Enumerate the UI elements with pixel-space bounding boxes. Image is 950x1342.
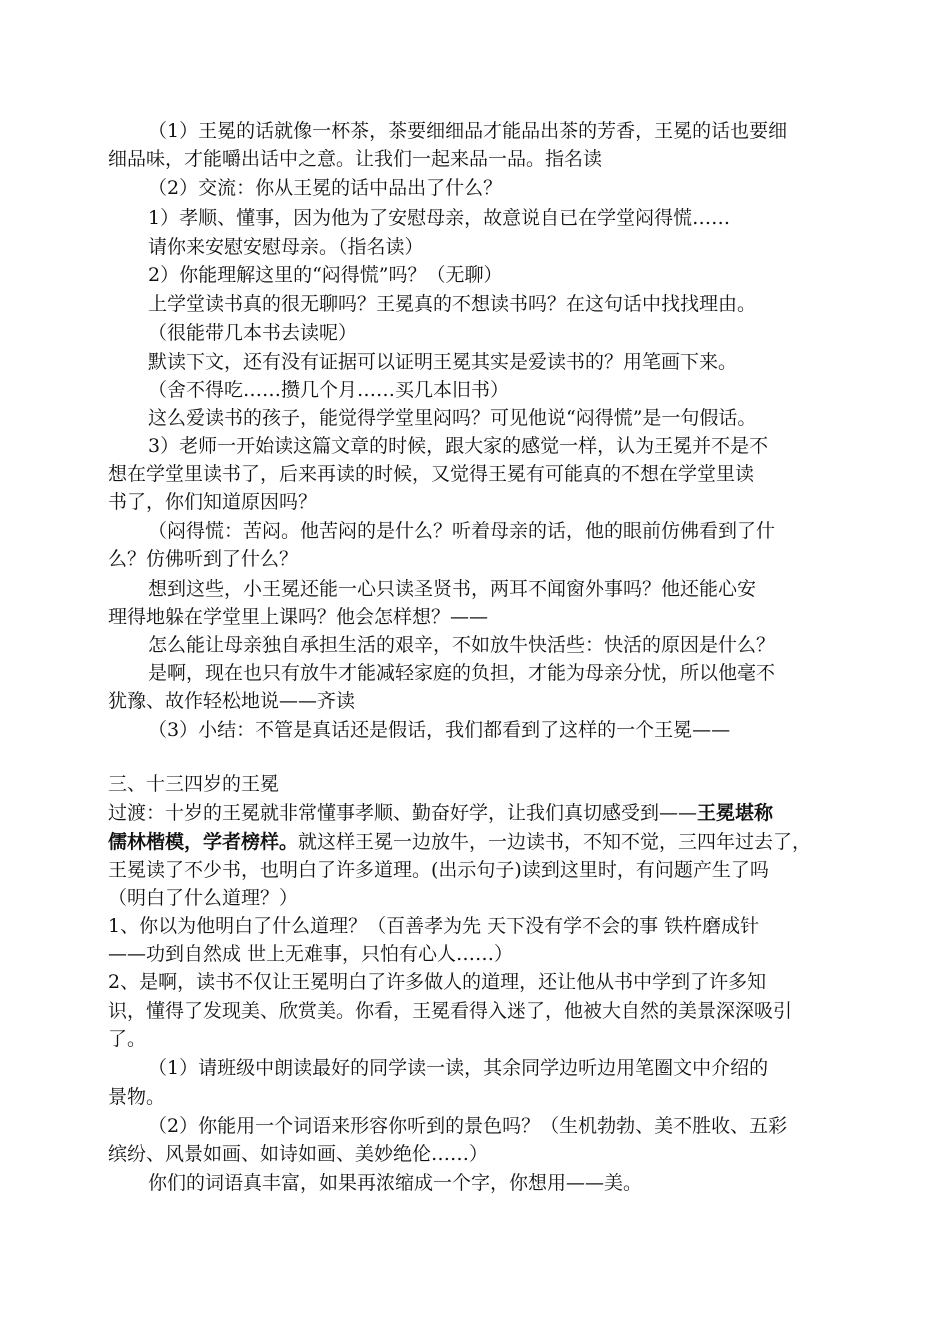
text-line: 是啊，现在也只有放牛才能减轻家庭的负担，才能为母亲分忧，所以他毫不 — [148, 662, 776, 684]
text-line: 景物。 — [108, 1086, 166, 1108]
text-line: 识，懂得了发现美、欣赏美。你看，王冕看得入迷了，他被大自然的美景深深吸引 — [108, 1000, 793, 1022]
text-line: 王冕读了不少书，也明白了许多道理。(出示句子)读到这里时，有问题产生了吗 — [108, 859, 769, 881]
text-line: 1、你以为他明白了什么道理？（百善孝为先 天下没有学不会的事 铁杵磨成针 — [108, 915, 760, 937]
text-line — [108, 829, 811, 855]
text-line: （闷得慌：苦闷。他苦闷的是什么？听着母亲的话，他的眼前仿佛看到了什 — [148, 520, 776, 542]
text-line: 你们的词语真丰富，如果再浓缩成一个字，你想用——美。 — [148, 1172, 643, 1194]
text-line: 默读下文，还有没有证据可以证明王冕其实是爱读书的？用笔画下来。 — [148, 351, 738, 373]
text-line: 细品味，才能嚼出话中之意。让我们一起来品一品。指名读 — [108, 148, 603, 170]
text-line: 请你来安慰安慰母亲。（指名读） — [148, 236, 424, 258]
text-line: （2）交流：你从王冕的话中品出了什么？ — [148, 177, 503, 199]
text-line: （明白了什么道理？） — [108, 887, 299, 909]
text-line: 了。 — [108, 1028, 147, 1050]
text-line — [108, 800, 773, 826]
text-line: （很能带几本书去读呢） — [148, 322, 358, 344]
text-line: 2、是啊，读书不仅让王冕明白了许多做人的道理，还让他从书中学到了许多知 — [108, 971, 767, 993]
text-line: ——功到自然成 世上无难事，只怕有心人……） — [108, 943, 514, 965]
text-line: 这么爱读书的孩子，能觉得学堂里闷吗？可见他说“闷得慌”是一句假话。 — [148, 407, 757, 429]
text-line: 书了，你们知道原因吗？ — [108, 491, 318, 513]
text-line: 理得地躲在学堂里上课吗？他会怎样想？—— — [108, 606, 489, 628]
text-line: 1）孝顺、懂事，因为他为了安慰母亲，故意说自已在学堂闷得慌…… — [148, 207, 731, 229]
text-run: 就这样王冕一边放牛，一边读书，不知不觉，三四年过去了， — [298, 831, 812, 853]
text-run: 过渡：十岁的王冕就非常懂事孝顺、勤奋好学，让我们真切感受到—— — [108, 802, 698, 824]
text-line: 么？仿佛听到了什么？ — [108, 548, 299, 570]
bold-text-run: 王冕堪称 — [697, 802, 774, 824]
text-line: 想在学堂里读书了，后来再读的时候，又觉得王冕有可能真的不想在学堂里读 — [108, 463, 755, 485]
text-line: 2）你能理解这里的“闷得慌”吗？（无聊） — [148, 264, 503, 286]
text-line: （舍不得吃……攒几个月……买几本旧书） — [148, 379, 510, 401]
text-line: （3）小结：不管是真话还是假话，我们都看到了这样的一个王冕—— — [148, 719, 731, 741]
text-line: （1）请班级中朗读最好的同学读一读，其余同学边听边用笔圈文中介绍的 — [148, 1057, 769, 1079]
text-line: 怎么能让母亲独自承担生活的艰辛，不如放牛快活些：快活的原因是什么？ — [148, 634, 776, 656]
text-line: （1）王冕的话就像一杯茶，茶要细细品才能品出茶的芳香，王冕的话也要细 — [148, 120, 788, 142]
bold-text-run: 儒林楷模，学者榜样。 — [108, 831, 299, 853]
text-line: 3）老师一开始读这篇文章的时候，跟大家的感觉一样，认为王冕并不是不 — [148, 435, 769, 457]
text-line: 上学堂读书真的很无聊吗？王冕真的不想读书吗？在这句话中找找理由。 — [148, 293, 757, 315]
text-line: 犹豫、故作轻松地说——齐读 — [108, 690, 356, 712]
text-line: （2）你能用一个词语来形容你听到的景色吗？（生机勃勃、美不胜收、五彩 — [148, 1115, 788, 1137]
text-line: 想到这些，小王冕还能一心只读圣贤书，两耳不闻窗外事吗？他还能心安 — [148, 578, 757, 600]
text-line: 缤纷、风景如画、如诗如画、美妙绝伦……） — [108, 1143, 489, 1165]
section-heading: 三、十三四岁的王冕 — [108, 773, 280, 795]
